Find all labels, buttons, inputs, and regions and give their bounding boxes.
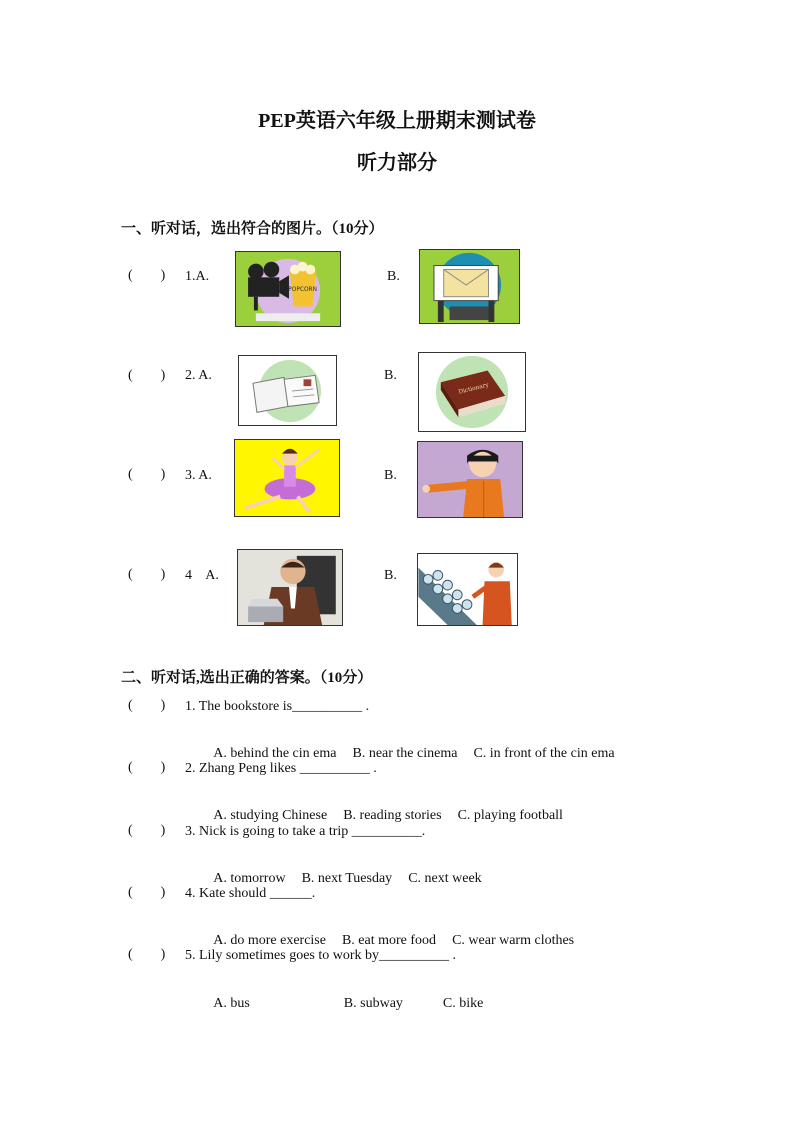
answer-bracket[interactable]: ( ) [128,567,166,582]
question-text: 2. Zhang Peng likes __________ . [185,761,377,776]
businessman-computer-image [238,550,342,625]
item-number: 3. A. [185,468,212,483]
picture-dictionary[interactable] [418,352,526,432]
popcorn-label: POPCORN [288,286,317,293]
question-text: 5. Lily sometimes goes to work by__________ . [185,948,457,963]
option-b-label: B. [384,568,397,583]
dictionary-label: Dictionary [457,382,490,396]
option-b-label: B. [384,468,397,483]
option-b[interactable]: B. reading stories [343,808,442,823]
answer-bracket[interactable]: ( ) [128,947,166,962]
option-a[interactable]: A. studying Chinese [213,808,328,823]
picture-postcard[interactable] [238,355,337,426]
dictionary-book-image [419,353,525,431]
option-a[interactable]: A. behind the cin ema [213,746,337,761]
option-c[interactable]: C. playing football [457,808,563,823]
answer-bracket[interactable]: ( ) [128,885,166,900]
option-b[interactable]: B. next Tuesday [301,871,393,886]
option-row [207,792,579,824]
kung-fu-boy-image [418,442,522,517]
factory-worker-image [418,554,517,625]
section2-heading: 二、听对话,选出正确的答案。（10分） [121,670,373,686]
answer-bracket[interactable]: ( ) [128,268,166,283]
answer-bracket[interactable]: ( ) [128,760,166,775]
option-a[interactable]: A. bus [213,996,250,1011]
page-title: PEP英语六年级上册期末测试卷 [258,110,536,132]
ballet-dancer-image [235,440,339,516]
picture-post-office[interactable] [419,249,520,324]
page-subtitle: 听力部分 [357,152,437,174]
option-c[interactable]: C. in front of the cin ema [473,746,615,761]
option-b-label: B. [384,368,397,383]
question-text: 4. Kate should ______. [185,886,316,901]
answer-bracket[interactable]: ( ) [128,368,166,383]
option-row [207,980,499,1012]
option-b[interactable]: B. subway [343,996,403,1011]
item-number: 2. A. [185,368,212,383]
picture-kung-fu[interactable] [417,441,523,518]
answer-bracket[interactable]: ( ) [128,698,166,713]
answer-bracket[interactable]: ( ) [128,823,166,838]
option-b[interactable]: B. eat more food [341,933,437,948]
cinema-popcorn-image [236,252,340,326]
option-c[interactable]: C. next week [408,871,482,886]
item-number: 4 A. [185,568,219,583]
question-text: 1. The bookstore is__________ . [185,699,370,714]
envelope-sign-image [420,250,519,323]
option-row [207,917,590,949]
item-number: 1.A. [185,269,210,284]
picture-cinema[interactable] [235,251,341,327]
answer-bracket[interactable]: ( ) [128,467,166,482]
postcard-image [239,356,336,425]
option-a[interactable]: A. do more exercise [213,933,326,948]
option-c[interactable]: C. wear warm clothes [452,933,575,948]
picture-businessman[interactable] [237,549,343,626]
option-a[interactable]: A. tomorrow [213,871,286,886]
option-row [207,855,498,887]
option-b-label: B. [387,269,400,284]
question-text: 3. Nick is going to take a trip __________. [185,824,426,839]
option-row [207,730,631,762]
section1-heading: 一、听对话，选出符合的图片。（10分） [121,221,384,237]
picture-dancing[interactable] [234,439,340,517]
picture-factory-worker[interactable] [417,553,518,626]
option-c[interactable]: C. bike [442,996,484,1011]
option-b[interactable]: B. near the cinema [352,746,458,761]
